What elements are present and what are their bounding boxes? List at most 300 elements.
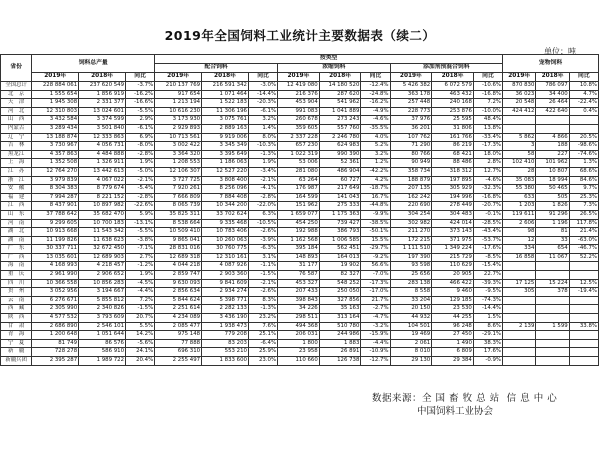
table-cell: 3.2% xyxy=(248,116,277,125)
table-cell: 68.6% xyxy=(569,167,598,176)
table-cell: 98 xyxy=(503,228,536,237)
table-cell: 63 264 xyxy=(278,176,320,185)
table-cell: -20.3% xyxy=(248,99,277,108)
table-cell: 562 451 xyxy=(319,245,361,254)
table-cell: 35 682 470 xyxy=(79,210,126,219)
table-cell: 192 988 xyxy=(278,228,320,237)
table-row xyxy=(1,159,599,168)
province-name: 云 南 xyxy=(1,296,32,305)
table-cell xyxy=(569,331,598,340)
source-label: 数据来源： xyxy=(372,393,423,404)
table-cell: 3 808 400 xyxy=(202,176,249,185)
table-cell: 4 218 457 xyxy=(79,262,126,271)
table-cell: 424 412 xyxy=(503,107,536,116)
table-cell xyxy=(536,271,569,280)
table-cell: 20 548 xyxy=(503,99,536,108)
statistics-table xyxy=(0,54,599,366)
table-cell: -4.6% xyxy=(473,176,502,185)
table-cell: -14.4% xyxy=(248,90,277,99)
table-cell: 102 410 xyxy=(503,159,536,168)
table-cell: 10 807 xyxy=(536,167,569,176)
table-cell: 35 163 xyxy=(319,305,361,314)
table-cell: 11 199 826 xyxy=(32,236,79,245)
table-cell: 10 344 200 xyxy=(202,202,249,211)
table-cell: 624 983 xyxy=(319,142,361,151)
table-cell: 8.0% xyxy=(248,133,277,142)
table-cell: -6.3% xyxy=(248,245,277,254)
table-cell: 26.5% xyxy=(569,210,598,219)
table-cell: 11 543 342 xyxy=(79,228,126,237)
table-cell: 283 138 xyxy=(390,279,432,288)
table-cell: -4.9% xyxy=(361,107,390,116)
table-cell: -17.3% xyxy=(473,142,502,151)
table-cell: 313 164 xyxy=(319,314,361,323)
table-cell: -2.6% xyxy=(248,228,277,237)
table-cell: 20.5% xyxy=(569,133,598,142)
table-cell: 2 251 614 xyxy=(155,305,202,314)
table-cell: 1 326 911 xyxy=(79,159,126,168)
table-row xyxy=(1,99,599,108)
province-name: 河 南 xyxy=(1,219,32,228)
table-cell: 4 056 731 xyxy=(79,142,126,151)
table-cell: 1 041 889 xyxy=(319,107,361,116)
table-cell xyxy=(503,296,536,305)
table-cell: -5.4% xyxy=(126,185,155,194)
table-cell: 25 656 xyxy=(390,271,432,280)
header-year-2019: 2019年 xyxy=(155,73,202,82)
table-cell: 870 830 xyxy=(503,82,536,91)
table-cell: 10.8% xyxy=(569,82,598,91)
table-cell: 13 188 874 xyxy=(32,133,79,142)
table-cell: 71 290 xyxy=(390,142,432,151)
table-cell: 28 831 016 xyxy=(155,245,202,254)
table-cell: -44.8% xyxy=(361,202,390,211)
province-name: 湖 北 xyxy=(1,228,32,237)
province-name: 新疆兵团 xyxy=(1,357,32,366)
table-cell: -3.2% xyxy=(361,322,390,331)
header-year-2018: 2018年 xyxy=(432,73,474,82)
table-cell xyxy=(569,339,598,348)
table-cell xyxy=(503,262,536,271)
table-cell: -17.0% xyxy=(361,288,390,297)
table-cell: -5.5% xyxy=(126,228,155,237)
table-cell: -8.0% xyxy=(126,142,155,151)
table-cell: 2 337 228 xyxy=(278,133,320,142)
table-cell: 35 825 311 xyxy=(155,210,202,219)
table-cell: -2.1% xyxy=(248,279,277,288)
table-cell: 81 749 xyxy=(32,339,79,348)
table-cell: 12 419 080 xyxy=(278,82,320,91)
table-cell xyxy=(569,314,598,323)
table-cell: -20.7% xyxy=(473,202,502,211)
table-cell: 80 766 xyxy=(390,150,432,159)
table-cell: 88 486 xyxy=(432,159,474,168)
table-cell: -4.7% xyxy=(361,314,390,323)
table-cell: -1.2% xyxy=(126,262,155,271)
table-cell: 1 111 510 xyxy=(390,245,432,254)
table-cell: 29 130 xyxy=(390,357,432,366)
table-cell: 30 337 711 xyxy=(32,245,79,254)
table-cell xyxy=(536,314,569,323)
table-cell: 2 856 634 xyxy=(155,288,202,297)
table-cell: 334 xyxy=(503,245,536,254)
table-cell: -10.0% xyxy=(473,107,502,116)
table-cell: -6.1% xyxy=(248,107,277,116)
table-cell: 3.2% xyxy=(361,150,390,159)
table-cell: -3.7% xyxy=(126,82,155,91)
table-cell: -4.6% xyxy=(361,116,390,125)
table-cell: 129 185 xyxy=(432,296,474,305)
table-cell: 12 689 903 xyxy=(79,253,126,262)
table-cell: 8 437 901 xyxy=(32,202,79,211)
table-cell: 34 400 xyxy=(536,90,569,99)
table-cell: -17.3% xyxy=(361,279,390,288)
table-cell: 1.9% xyxy=(126,159,155,168)
table-cell: -5.5% xyxy=(126,107,155,116)
table-cell: 2.7% xyxy=(126,253,155,262)
table-cell: 12 333 863 xyxy=(79,133,126,142)
unit-label: 单位：吨 xyxy=(544,47,576,56)
table-cell: 424 014 xyxy=(432,219,474,228)
table-cell: 21.4% xyxy=(569,228,598,237)
table-cell: 3 793 609 xyxy=(79,314,126,323)
table-cell: 657 230 xyxy=(278,142,320,151)
table-cell xyxy=(536,296,569,305)
table-row xyxy=(1,167,599,176)
table-cell: 3 501 840 xyxy=(79,124,126,133)
source-org-association: 中国饲料工业协会 xyxy=(417,406,494,417)
table-cell: 33 702 624 xyxy=(202,210,249,219)
table-row xyxy=(1,357,599,366)
province-name: 北 京 xyxy=(1,90,32,99)
table-cell: 2 859 747 xyxy=(155,271,202,280)
table-cell: 2 255 497 xyxy=(155,357,202,366)
table-cell: 211 270 xyxy=(390,228,432,237)
table-row xyxy=(1,245,599,254)
table-cell: 21.7% xyxy=(361,296,390,305)
table-cell: 1 200 648 xyxy=(32,331,79,340)
source-org-main: 全 国 畜 牧 总 站 xyxy=(422,393,500,404)
table-cell: 1 555 654 xyxy=(32,90,79,99)
table-cell: -10.9% xyxy=(361,348,390,357)
table-cell: 257 448 xyxy=(390,99,432,108)
table-cell: 11 067 xyxy=(536,253,569,262)
table-cell: 34 226 xyxy=(278,305,320,314)
table-cell: 31 177 xyxy=(278,262,320,271)
table-cell: 25 595 xyxy=(432,116,474,125)
table-cell: -39.3% xyxy=(473,279,502,288)
table-cell: -28.5% xyxy=(473,219,502,228)
table-cell: 240 168 xyxy=(432,99,474,108)
table-cell: 86 219 xyxy=(432,142,474,151)
table-cell: 197 390 xyxy=(390,253,432,262)
table-cell: 14 180 520 xyxy=(319,82,361,91)
table-cell: -5.6% xyxy=(126,339,155,348)
table-cell: 5.9% xyxy=(126,210,155,219)
province-name: 江 西 xyxy=(1,202,32,211)
table-cell: -7.1% xyxy=(126,245,155,254)
table-cell: 2 331 377 xyxy=(79,99,126,108)
table-cell: 56.6% xyxy=(361,262,390,271)
table-cell: 1 883 xyxy=(319,339,361,348)
table-cell xyxy=(569,262,598,271)
table-cell: 25.9% xyxy=(248,348,277,357)
table-cell: 4 087 926 xyxy=(202,262,249,271)
table-cell: 216 591 342 xyxy=(202,82,249,91)
table-cell: 30 760 775 xyxy=(202,245,249,254)
header-yoy: 同比 xyxy=(126,73,155,82)
table-cell: 466 422 xyxy=(432,279,474,288)
table-cell: 104 501 xyxy=(390,322,432,331)
table-cell: 3 727 725 xyxy=(155,176,202,185)
table-cell: -16.8% xyxy=(473,90,502,99)
table-row xyxy=(1,193,599,202)
table-cell xyxy=(503,348,536,357)
header-total: 饲料总产量 xyxy=(32,55,155,73)
table-cell: -4.4% xyxy=(361,339,390,348)
table-row xyxy=(1,262,599,271)
province-name: 江 苏 xyxy=(1,167,32,176)
table-row xyxy=(1,90,599,99)
table-cell: 454 250 xyxy=(278,219,320,228)
table-cell: 15 224 xyxy=(536,279,569,288)
table-cell: -12.4% xyxy=(361,82,390,91)
table-cell: 5.2% xyxy=(361,142,390,151)
table-cell: 12 310 803 xyxy=(32,107,79,116)
table-cell: 55 380 xyxy=(503,185,536,194)
table-cell: 1.9% xyxy=(248,159,277,168)
table-cell: 2 395 287 xyxy=(32,357,79,366)
table-cell: 7 994 287 xyxy=(32,193,79,202)
table-row xyxy=(1,339,599,348)
table-cell: 281 080 xyxy=(278,167,320,176)
table-cell: -14.4% xyxy=(473,305,502,314)
table-cell: 12 689 318 xyxy=(155,253,202,262)
table-row xyxy=(1,305,599,314)
table-cell: 398 843 xyxy=(278,296,320,305)
table-cell: 210 137 769 xyxy=(155,82,202,91)
table-cell: 395 184 xyxy=(278,245,320,254)
table-cell: 23 958 xyxy=(278,348,320,357)
table-cell: 371 975 xyxy=(432,236,474,245)
table-cell: 5 426 382 xyxy=(390,82,432,91)
table-row xyxy=(1,185,599,194)
table-cell: 4 044 218 xyxy=(155,262,202,271)
table-cell: 18 994 xyxy=(536,176,569,185)
table-row xyxy=(1,176,599,185)
province-name: 新 疆 xyxy=(1,348,32,357)
table-cell: 26 464 xyxy=(536,99,569,108)
table-cell: 101 962 xyxy=(536,159,569,168)
table-cell: -16.2% xyxy=(126,90,155,99)
table-cell: 327 856 xyxy=(319,296,361,305)
table-cell: -29.1% xyxy=(473,331,502,340)
header-yoy: 同比 xyxy=(248,73,277,82)
table-cell: 4 067 022 xyxy=(79,176,126,185)
table-cell: -17.6% xyxy=(473,245,502,254)
table-cell xyxy=(536,116,569,125)
table-cell: 12 xyxy=(503,236,536,245)
source-org-suffix: 信 息 中 心 xyxy=(506,393,558,404)
table-cell: 4 234 089 xyxy=(155,314,202,323)
table-cell: 6 072 579 xyxy=(432,82,474,91)
table-cell: 119 611 xyxy=(503,210,536,219)
table-cell: 510 780 xyxy=(319,322,361,331)
table-row xyxy=(1,116,599,125)
table-cell: 275 333 xyxy=(319,202,361,211)
province-name: 山 西 xyxy=(1,116,32,125)
table-cell xyxy=(503,331,536,340)
province-name: 上 海 xyxy=(1,159,32,168)
table-cell: 25.3% xyxy=(569,193,598,202)
table-cell: 453 904 xyxy=(278,99,320,108)
table-cell: 739 427 xyxy=(319,219,361,228)
table-cell: 9 335 468 xyxy=(202,219,249,228)
table-cell: 3 194 667 xyxy=(79,288,126,297)
table-cell: 10 783 406 xyxy=(202,228,249,237)
table-cell: 35 083 xyxy=(503,176,536,185)
table-row xyxy=(1,142,599,151)
table-cell: 278 449 xyxy=(432,202,474,211)
table-cell: 117.8% xyxy=(569,219,598,228)
table-cell xyxy=(536,305,569,314)
table-cell: 164 599 xyxy=(278,193,320,202)
table-cell: 3 002 422 xyxy=(155,142,202,151)
table-cell xyxy=(503,271,536,280)
table-cell: -2.8% xyxy=(126,150,155,159)
table-cell: -43.4% xyxy=(473,228,502,237)
table-cell: -9.2% xyxy=(361,253,390,262)
table-cell: 453 327 xyxy=(278,279,320,288)
table-cell: 2 961 990 xyxy=(32,271,79,280)
table-row xyxy=(1,107,599,116)
table-cell: 8.6% xyxy=(473,322,502,331)
table-cell: 3 173 930 xyxy=(155,116,202,125)
table-cell: -15.4% xyxy=(473,262,502,271)
table-cell: -12.7% xyxy=(361,357,390,366)
table-cell: 2 889 163 xyxy=(202,124,249,133)
table-cell xyxy=(503,116,536,125)
table-cell: 2.9% xyxy=(126,116,155,125)
table-cell: 37 976 xyxy=(390,116,432,125)
table-cell: 48.4% xyxy=(473,116,502,125)
table-cell: -18.7% xyxy=(361,185,390,194)
header-concentrate: 浓缩饲料 xyxy=(278,64,390,73)
table-cell: -10.6% xyxy=(473,82,502,91)
table-cell: 1 051 644 xyxy=(79,331,126,340)
table-cell: 176 987 xyxy=(278,185,320,194)
table-row xyxy=(1,253,599,262)
table-cell: 3 979 839 xyxy=(32,176,79,185)
table-cell: 2 929 893 xyxy=(155,124,202,133)
table-cell: 463 432 xyxy=(432,90,474,99)
table-cell: -24.8% xyxy=(361,90,390,99)
table-cell: -29.7% xyxy=(361,245,390,254)
table-cell: 16.7% xyxy=(361,193,390,202)
header-by-type: 按类型 xyxy=(155,55,503,64)
table-cell: 273 243 xyxy=(319,116,361,125)
header-compound: 配合饲料 xyxy=(155,64,278,73)
table-cell: 60 727 xyxy=(319,176,361,185)
table-cell: 16 858 xyxy=(503,253,536,262)
province-name: 重 庆 xyxy=(1,271,32,280)
table-cell: 2 139 xyxy=(503,322,536,331)
table-cell: 107 762 xyxy=(390,133,432,142)
table-cell: 6 809 xyxy=(432,348,474,357)
header-province: 省份 xyxy=(1,55,32,82)
header-yoy: 同比 xyxy=(361,73,390,82)
table-cell: 304 254 xyxy=(390,210,432,219)
table-cell: 162 242 xyxy=(390,193,432,202)
table-cell: 287 620 xyxy=(319,90,361,99)
table-cell: 7 666 809 xyxy=(155,193,202,202)
table-cell: -22.4% xyxy=(569,99,598,108)
table-cell: 197 895 xyxy=(432,176,474,185)
table-cell: 164 013 xyxy=(319,253,361,262)
header-year-2019: 2019年 xyxy=(503,73,536,82)
header-year-2019: 2019年 xyxy=(390,73,432,82)
table-cell: -98.6% xyxy=(569,142,598,151)
table-cell: 0.4% xyxy=(569,107,598,116)
table-cell: 216 376 xyxy=(278,90,320,99)
table-cell: 990 390 xyxy=(319,150,361,159)
table-cell: 20.7% xyxy=(126,314,155,323)
province-name: 全国总计 xyxy=(1,82,32,91)
table-cell: 52.2% xyxy=(569,253,598,262)
table-cell: 1.2% xyxy=(361,159,390,168)
table-cell: -8.5% xyxy=(473,253,502,262)
table-cell: 10 913 668 xyxy=(32,228,79,237)
table-cell: 305 xyxy=(503,288,536,297)
table-cell: 23 530 xyxy=(432,305,474,314)
table-cell xyxy=(503,357,536,366)
table-cell: 237 620 549 xyxy=(79,82,126,91)
table-cell: 206 031 xyxy=(278,331,320,340)
table-cell: 305 929 xyxy=(432,185,474,194)
table-cell: 13 442 613 xyxy=(79,167,126,176)
province-name: 广 西 xyxy=(1,253,32,262)
table-cell: -1.1% xyxy=(248,262,277,271)
table-cell: 188 xyxy=(536,142,569,151)
table-cell: 4.2% xyxy=(361,176,390,185)
table-cell: -1.5% xyxy=(126,305,155,314)
table-cell: 227 xyxy=(536,150,569,159)
table-cell: -46.7% xyxy=(569,245,598,254)
table-cell: 220 690 xyxy=(390,202,432,211)
table-cell: 2.8% xyxy=(473,159,502,168)
table-cell: 29 384 xyxy=(432,357,474,366)
table-cell: -33.4% xyxy=(473,133,502,142)
table-cell: 20 150 xyxy=(390,305,432,314)
table-cell: 633 xyxy=(503,193,536,202)
table-cell: -50.1% xyxy=(361,228,390,237)
table-cell: -4.5% xyxy=(126,279,155,288)
province-name: 湖 南 xyxy=(1,236,32,245)
table-cell: 151 962 xyxy=(278,202,320,211)
table-cell: 82 327 xyxy=(319,271,361,280)
province-name: 福 建 xyxy=(1,193,32,202)
table-cell: 17 125 xyxy=(503,279,536,288)
table-cell: 5 398 771 xyxy=(202,296,249,305)
table-cell: 4.0% xyxy=(361,133,390,142)
table-row xyxy=(1,322,599,331)
table-cell: 28 xyxy=(503,167,536,176)
table-cell: 557 760 xyxy=(319,124,361,133)
province-name: 黑龙江 xyxy=(1,150,32,159)
header-premix: 添加剂预混合饲料 xyxy=(390,64,502,73)
table-cell xyxy=(536,357,569,366)
table-cell: 228 884 061 xyxy=(32,82,79,91)
